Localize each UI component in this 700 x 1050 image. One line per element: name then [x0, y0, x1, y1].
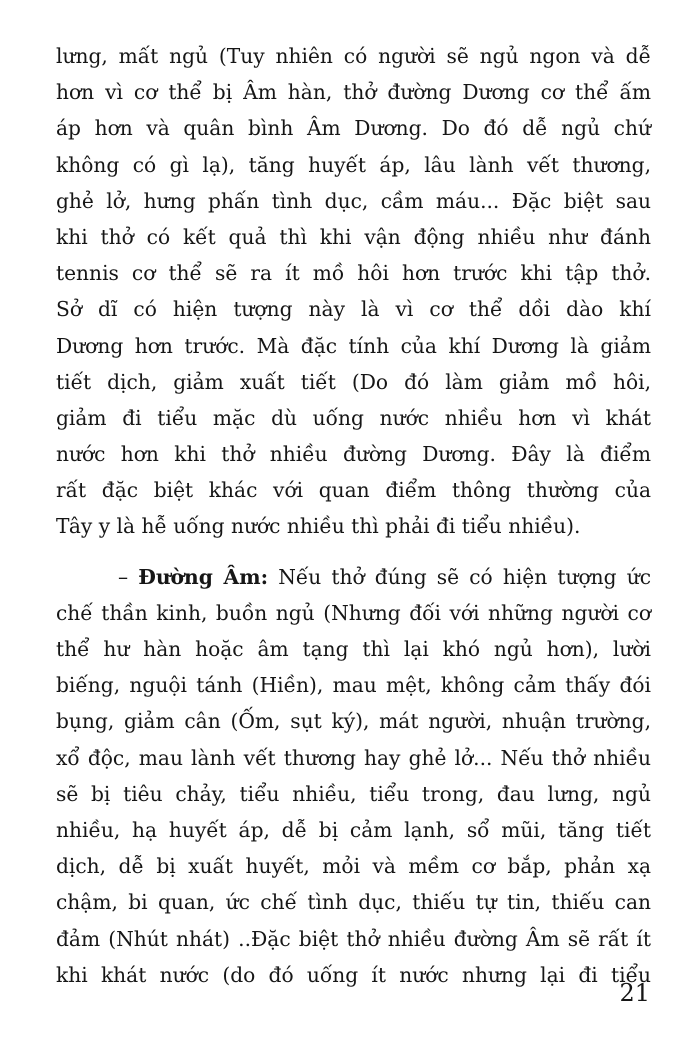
paragraph-yin-path — [56, 559, 651, 993]
text-line: dịch, dễ bị xuất huyết, mỏi và mềm cơ bắp, phản xạ — [56, 854, 651, 879]
text-line: biếng, nguội tánh (Hiền), mau mệt, không cảm thấy đói — [56, 673, 651, 698]
text-line: không có gì lạ), tăng huyết áp, lâu lành vết thương, — [56, 152, 651, 177]
text-line: ghẻ lở, hưng phấn tình dục, cầm máu... Đặc biệt sau — [56, 188, 651, 213]
text-line: tennis cơ thể sẽ ra ít mồ hôi hơn trước khi tập thở. — [56, 261, 651, 286]
text-line: áp hơn và quân bình Âm Dương. Do đó dễ ngủ chứ — [56, 116, 651, 141]
text-line: chậm, bi quan, ức chế tình dục, thiếu tự tin, thiếu can — [56, 890, 651, 915]
text-line-first — [56, 559, 651, 595]
text-line: chế thần kinh, buồn ngủ (Nhưng đối với những người cơ — [56, 600, 651, 625]
text-line: nhiều, hạ huyết áp, dễ bị cảm lạnh, sổ mũi, tăng tiết — [56, 817, 651, 842]
book-page — [56, 38, 651, 993]
text-line: lưng, mất ngủ (Tuy nhiên có người sẽ ngủ ngon và dễ — [56, 44, 651, 68]
text-line: thể hư hàn hoặc âm tạng thì lại khó ngủ hơn), lười — [56, 637, 651, 661]
text-line: hơn vì cơ thể bị Âm hàn, thở đường Dương cơ thể ấm — [56, 80, 651, 105]
text-line: Sở dĩ có hiện tượng này là vì cơ thể dồi dào khí — [56, 297, 651, 322]
text-line: giảm đi tiểu mặc dù uống nước nhiều hơn vì khát — [56, 405, 651, 430]
text-line: nước hơn khi thở nhiều đường Dương. Đây là điểm — [56, 442, 651, 467]
text-line: tiết dịch, giảm xuất tiết (Do đó làm giảm mồ hôi, — [56, 369, 651, 394]
paragraph-yang-effects — [56, 38, 651, 545]
paragraph-gap — [56, 545, 651, 559]
text-line: khi khát nước (do đó uống ít nước nhưng lại đi tiểu — [56, 962, 651, 987]
text-line: xổ độc, mau lành vết thương hay ghẻ lở... Nếu thở nhiều — [56, 745, 651, 770]
text-line: khi thở có kết quả thì khi vận động nhiều như đánh — [56, 224, 651, 249]
text-line: sẽ bị tiêu chảy, tiểu nhiều, tiểu trong, đau lưng, ngủ — [56, 781, 651, 806]
text-line: Tây y là hễ uống nước nhiều thì phải đi tiểu nhiều). — [56, 514, 581, 539]
first-line-rest: Nếu thở đúng sẽ có hiện tượng ức — [278, 564, 652, 589]
page-number: 21 — [619, 979, 650, 1007]
text-line: bụng, giảm cân (Ốm, sụt ký), mát người, nhuận trường, — [56, 709, 651, 734]
term-duong-am: Đường Âm: — [138, 564, 269, 589]
text-line: Dương hơn trước. Mà đặc tính của khí Dương là giảm — [56, 333, 651, 358]
text-line: rất đặc biệt khác với quan điểm thông thường của — [56, 478, 651, 503]
text-line: đảm (Nhút nhát) ..Đặc biệt thở nhiều đường Âm sẽ rất ít — [56, 926, 651, 951]
list-dash: – — [118, 564, 129, 589]
